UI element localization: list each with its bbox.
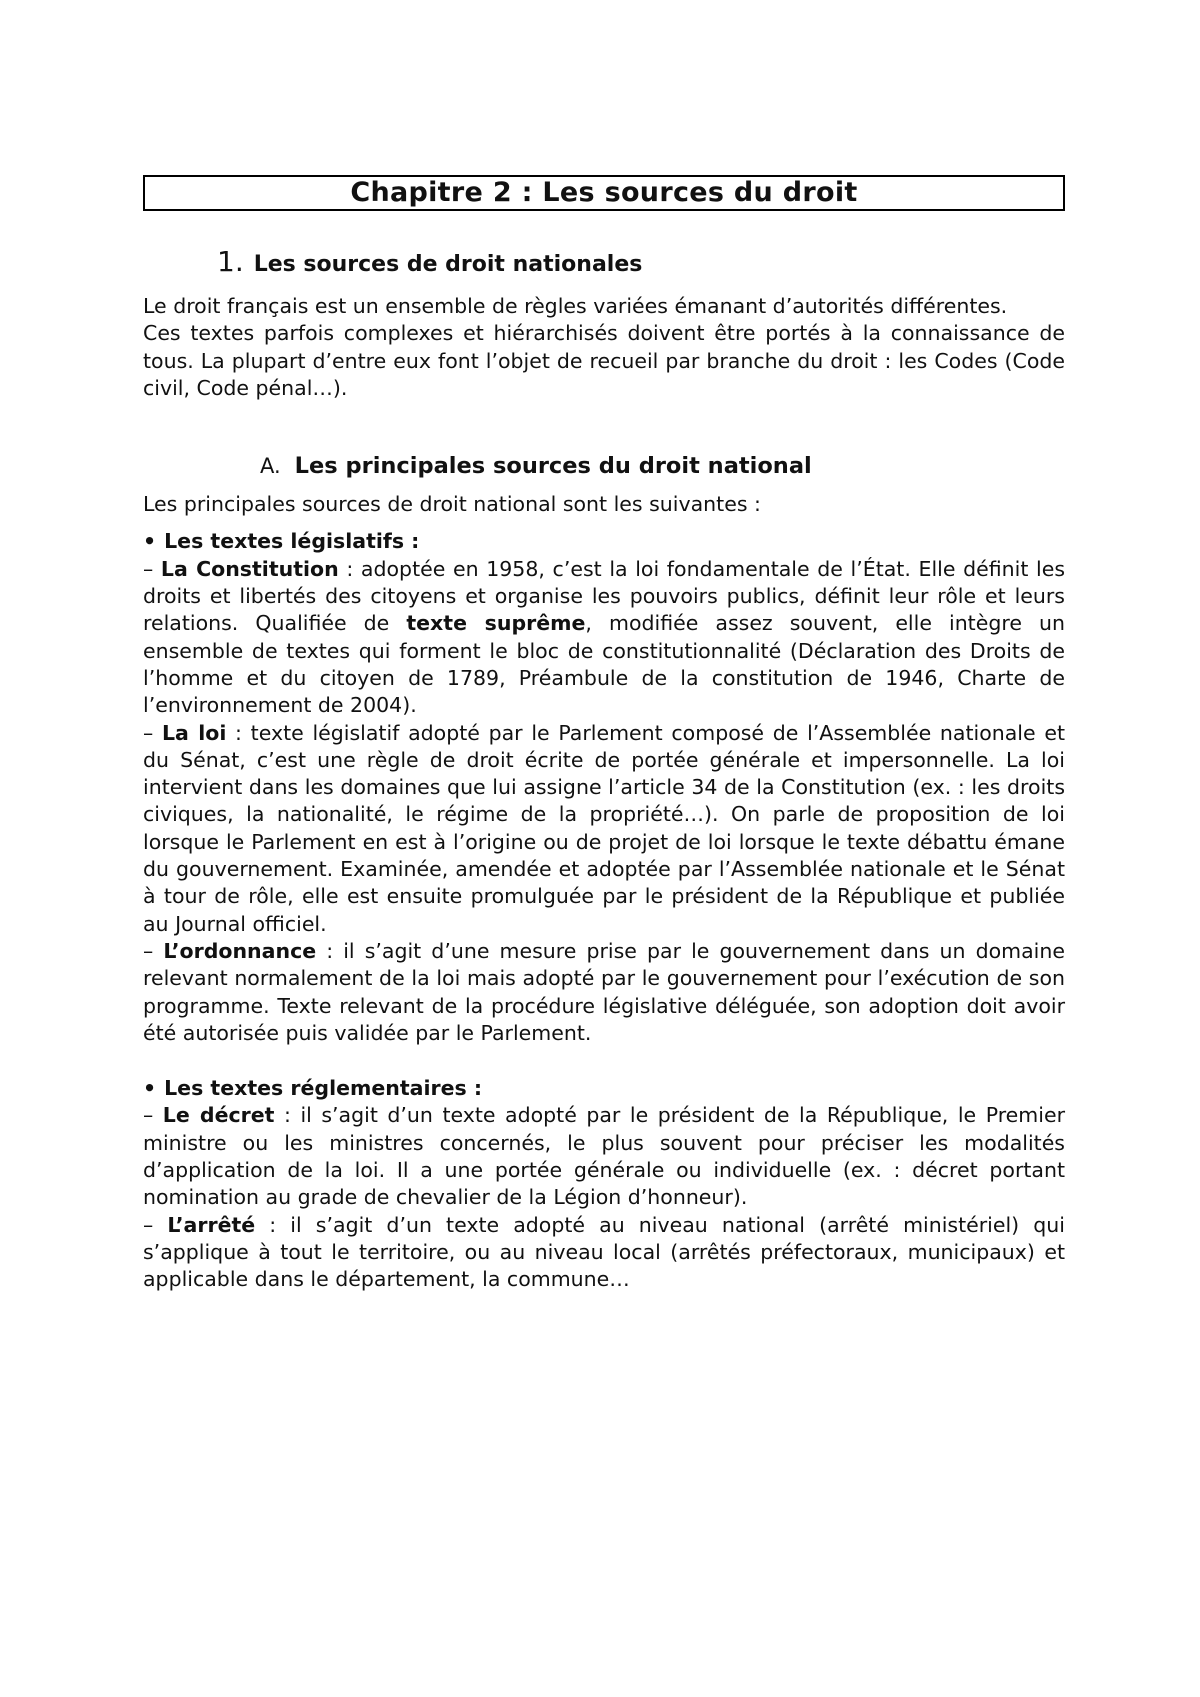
ordonnance-term: L’ordonnance — [163, 938, 317, 963]
arrete-text: : il s’agit d’un texte adopté au niveau national (arrêté ministériel) qui s’applique à tout le territoire, ou au niveau local (arrêtés préfectoraux, municipaux) et applicable dans le département, la commune… — [143, 1212, 1065, 1292]
loi-term: La loi — [161, 720, 227, 745]
dash: – — [143, 938, 164, 963]
decret-paragraph — [143, 1102, 1065, 1211]
ordonnance-paragraph — [143, 938, 1065, 1047]
ordonnance-text: : il s’agit d’une mesure prise par le gouvernement dans un domaine relevant normalement de la loi mais adopté par le gouvernement pour l’exécution de son programme. Texte relevant de la procédure législative déléguée, son adoption doit avoir été autorisée puis validée par le Parlement. — [143, 938, 1065, 1045]
dash: – — [143, 556, 161, 581]
section-1-heading — [143, 247, 1065, 277]
section-a-heading — [143, 451, 1065, 481]
legislatifs-heading — [143, 528, 1065, 555]
legislatifs-heading-text: Les textes législatifs : — [164, 529, 420, 554]
section-a-letter: A. — [260, 454, 281, 479]
dash: – — [143, 1103, 163, 1128]
loi-paragraph — [143, 720, 1065, 938]
chapter-title: Chapitre 2 : Les sources du droit — [143, 175, 1065, 211]
section-1-paragraph-2: Ces textes parfois complexes et hiérarchisés doivent être portés à la connaissance de tous. La plupart d’entre eux font l’objet de recueil par branche du droit : les Codes (Code civil, Code pénal…). — [143, 321, 1065, 400]
section-1-number: 1. — [217, 245, 244, 278]
document-page — [143, 175, 1065, 1294]
arrete-paragraph — [143, 1212, 1065, 1294]
decret-text: : il s’agit d’un texte adopté par le président de la République, le Premier ministre ou les ministres concernés, le plus souvent pour préciser les modalités d’application de la loi. Il a une portée générale ou individuelle (ex. : décret portant nomination au grade de chevalier de la Légion d’honneur). — [143, 1103, 1065, 1210]
constitution-text-a: : adoptée en 1958, c’est la loi fondamentale de l’État. Elle définit les droits et libertés des citoyens et organise les pouvoirs publics, définit leur rôle et leurs relations. Qualifiée de — [143, 556, 1066, 636]
constitution-term: La Constitution — [160, 556, 339, 581]
reglementaires-heading — [143, 1075, 1065, 1102]
decret-term: Le décret — [162, 1103, 275, 1128]
section-a-intro: Les principales sources de droit national sont les suivantes : — [143, 492, 761, 517]
constitution-paragraph — [143, 556, 1065, 720]
loi-text: : texte législatif adopté par le Parlement composé de l’Assemblée nationale et du Sénat, c’est une règle de droit écrite de portée générale et impersonnelle. La loi intervient dans les domaines que lui assigne l’article 34 de la Constitution (ex. : les droits civiques, la nationalité, le régime de la propriété…). On parle de proposition de loi lorsque le Parlement en est à l’origine ou de projet de loi lorsque le texte débattu émane du gouvernement. Examinée, amendée et adoptée par l’Assemblée nationale et le Sénat à tour de rôle, elle est ensuite promulguée par le président de la République et publiée au Journal officiel. — [143, 720, 1065, 936]
bullet-icon: • — [143, 529, 157, 554]
dash: – — [143, 1212, 168, 1237]
constitution-text-b: , modifiée assez souvent, elle intègre un ensemble de textes qui forment le bloc de constitutionnalité (Déclaration des Droits de l’homme et du citoyen de 1789, Préambule de la constitution de 1946, Charte de l’environnement de 2004). — [143, 611, 1065, 718]
section-a-title: Les principales sources du droit national — [294, 453, 812, 480]
section-1-paragraph-1: Le droit français est un ensemble de règles variées émanant d’autorités différentes. — [143, 294, 1008, 318]
reglementaires-heading-text: Les textes réglementaires : — [164, 1076, 483, 1101]
constitution-emphasis: texte suprême — [406, 611, 586, 636]
arrete-term: L’arrêté — [167, 1212, 256, 1237]
bullet-icon: • — [143, 1076, 157, 1101]
dash: – — [143, 720, 162, 745]
section-1-title: Les sources de droit nationales — [253, 252, 643, 277]
